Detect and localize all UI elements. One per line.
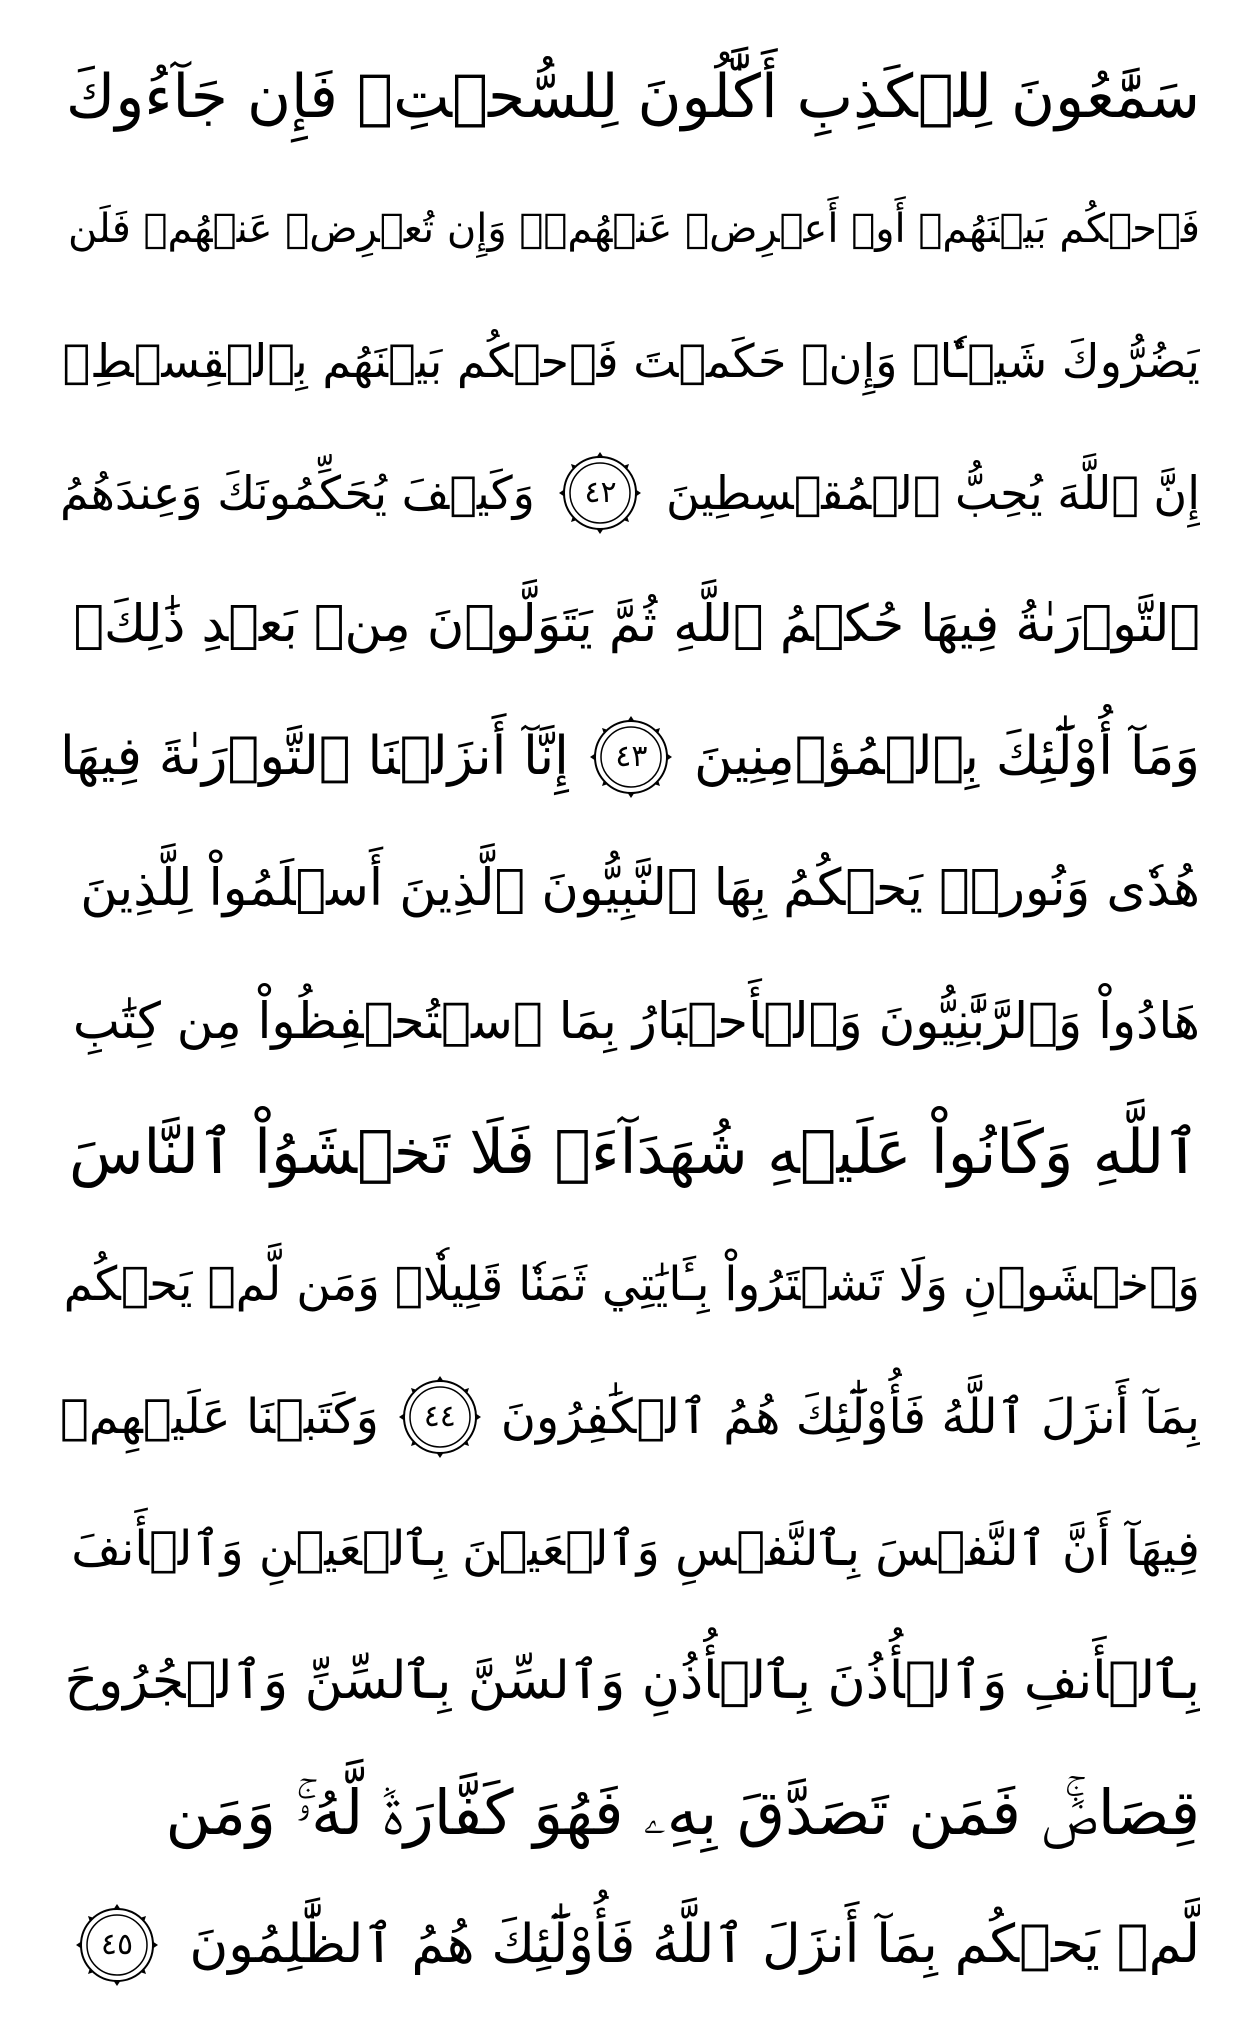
line-text: إِنَّ ٱللَّهَ يُحِبُّ ٱلۡمُقۡسِطِينَ (666, 466, 1200, 520)
verse-line-3 (60, 300, 1200, 422)
line-text: هَادُواْ وَٱلرَّبَّٰنِيُّونَ وَٱلۡأَحۡبَارُ بِمَا ٱسۡتُحۡفِظُواْ مِن كِتَٰبِ (72, 992, 1200, 1050)
line-text: ٱللَّهِ وَكَانُواْ عَلَيۡهِ شُهَدَآءَۚ فَلَا تَخۡشَوُاْ ٱلنَّاسَ (68, 1117, 1200, 1188)
line-text: وَكَيۡفَ يُحَكِّمُونَكَ وَعِندَهُمُ (60, 466, 535, 520)
line-text: بِٱلۡأَنفِ وَٱلۡأُذُنَ بِٱلۡأُذُنِ وَٱلسِّنَّ بِٱلسِّنِّ وَٱلۡجُرُوحَ (64, 1651, 1200, 1711)
verse-line-12 (60, 1488, 1200, 1610)
ayah-number: ٤٣ (615, 739, 648, 774)
ayah-end-marker-icon (397, 1374, 483, 1460)
line-text: وَٱخۡشَوۡنِ وَلَا تَشۡتَرُواْ بِـَٔايَٰتِي ثَمَنٗا قَلِيلٗاۚ وَمَن لَّمۡ يَحۡكُم (63, 1257, 1200, 1312)
verse-line-5 (60, 564, 1200, 686)
ayah-end-marker-icon (74, 1902, 160, 1988)
line-text: هُدٗى وَنُورٞۚ يَحۡكُمُ بِهَا ٱلنَّبِيُّونَ ٱلَّذِينَ أَسۡلَمُواْ لِلَّذِينَ (80, 859, 1200, 918)
verse-line-2 (60, 168, 1200, 290)
verse-line-13 (60, 1620, 1200, 1742)
line-text: سَمَّٰعُونَ لِلۡكَذِبِ أَكَّٰلُونَ لِلسُّحۡتِۚ فَإِن جَآءُوكَ (65, 62, 1200, 132)
ayah-end-marker-icon (557, 450, 643, 536)
line-text: فِيهَآ أَنَّ ٱلنَّفۡسَ بِٱلنَّفۡسِ وَٱلۡعَيۡنَ بِٱلۡعَيۡنِ وَٱلۡأَنفَ (71, 1521, 1200, 1577)
line-text: إِنَّآ أَنزَلۡنَا ٱلتَّوۡرَىٰةَ فِيهَا (60, 726, 569, 787)
verse-line-4 (60, 432, 1200, 554)
ayah-number: ٤٥ (100, 1927, 134, 1962)
verse-line-15 (60, 1884, 1200, 2006)
line-text: وَكَتَبۡنَا عَلَيۡهِمۡ (60, 1389, 379, 1445)
verse-line-10 (60, 1224, 1200, 1346)
verse-line-14 (60, 1752, 1200, 1874)
ayah-end-marker-icon (588, 714, 674, 800)
line-text: وَمَآ أُوْلَٰٓئِكَ بِٱلۡمُؤۡمِنِينَ (693, 726, 1200, 787)
verse-line-11 (60, 1356, 1200, 1478)
verse-line-6 (60, 696, 1200, 818)
line-text: ٱلتَّوۡرَىٰةُ فِيهَا حُكۡمُ ٱللَّهِ ثُمَّ يَتَوَلَّوۡنَ مِنۢ بَعۡدِ ذَٰلِكَۚ (73, 595, 1200, 654)
line-text: لَّمۡ يَحۡكُم بِمَآ أَنزَلَ ٱللَّهُ فَأُوْلَٰٓئِكَ هُمُ ٱلظَّٰلِمُونَ (189, 1914, 1200, 1975)
line-text: قِصَاصٞۚ فَمَن تَصَدَّقَ بِهِۦ فَهُوَ كَفَّارَةٞ لَّهُۥۚ وَمَن (165, 1776, 1200, 1849)
verse-line-7 (60, 828, 1200, 950)
line-text: فَٱحۡكُم بَيۡنَهُمۡ أَوۡ أَعۡرِضۡ عَنۡهُمۡۖ وَإِن تُعۡرِضۡ عَنۡهُمۡ فَلَن (68, 206, 1200, 252)
ayah-number: ٤٤ (423, 1399, 456, 1434)
verse-line-8 (60, 960, 1200, 1082)
line-text: بِمَآ أَنزَلَ ٱللَّهُ فَأُوْلَٰٓئِكَ هُمُ ٱلۡكَٰفِرُونَ (500, 1389, 1200, 1445)
verse-line-9 (60, 1092, 1200, 1214)
verse-line-1 (60, 36, 1200, 158)
verse-lines (60, 36, 1200, 2006)
line-text: يَضُرُّوكَ شَيۡـٔٗاۖ وَإِنۡ حَكَمۡتَ فَٱحۡكُم بَيۡنَهُم بِٱلۡقِسۡطِۚ (62, 334, 1200, 388)
ayah-number: ٤٢ (584, 475, 617, 510)
